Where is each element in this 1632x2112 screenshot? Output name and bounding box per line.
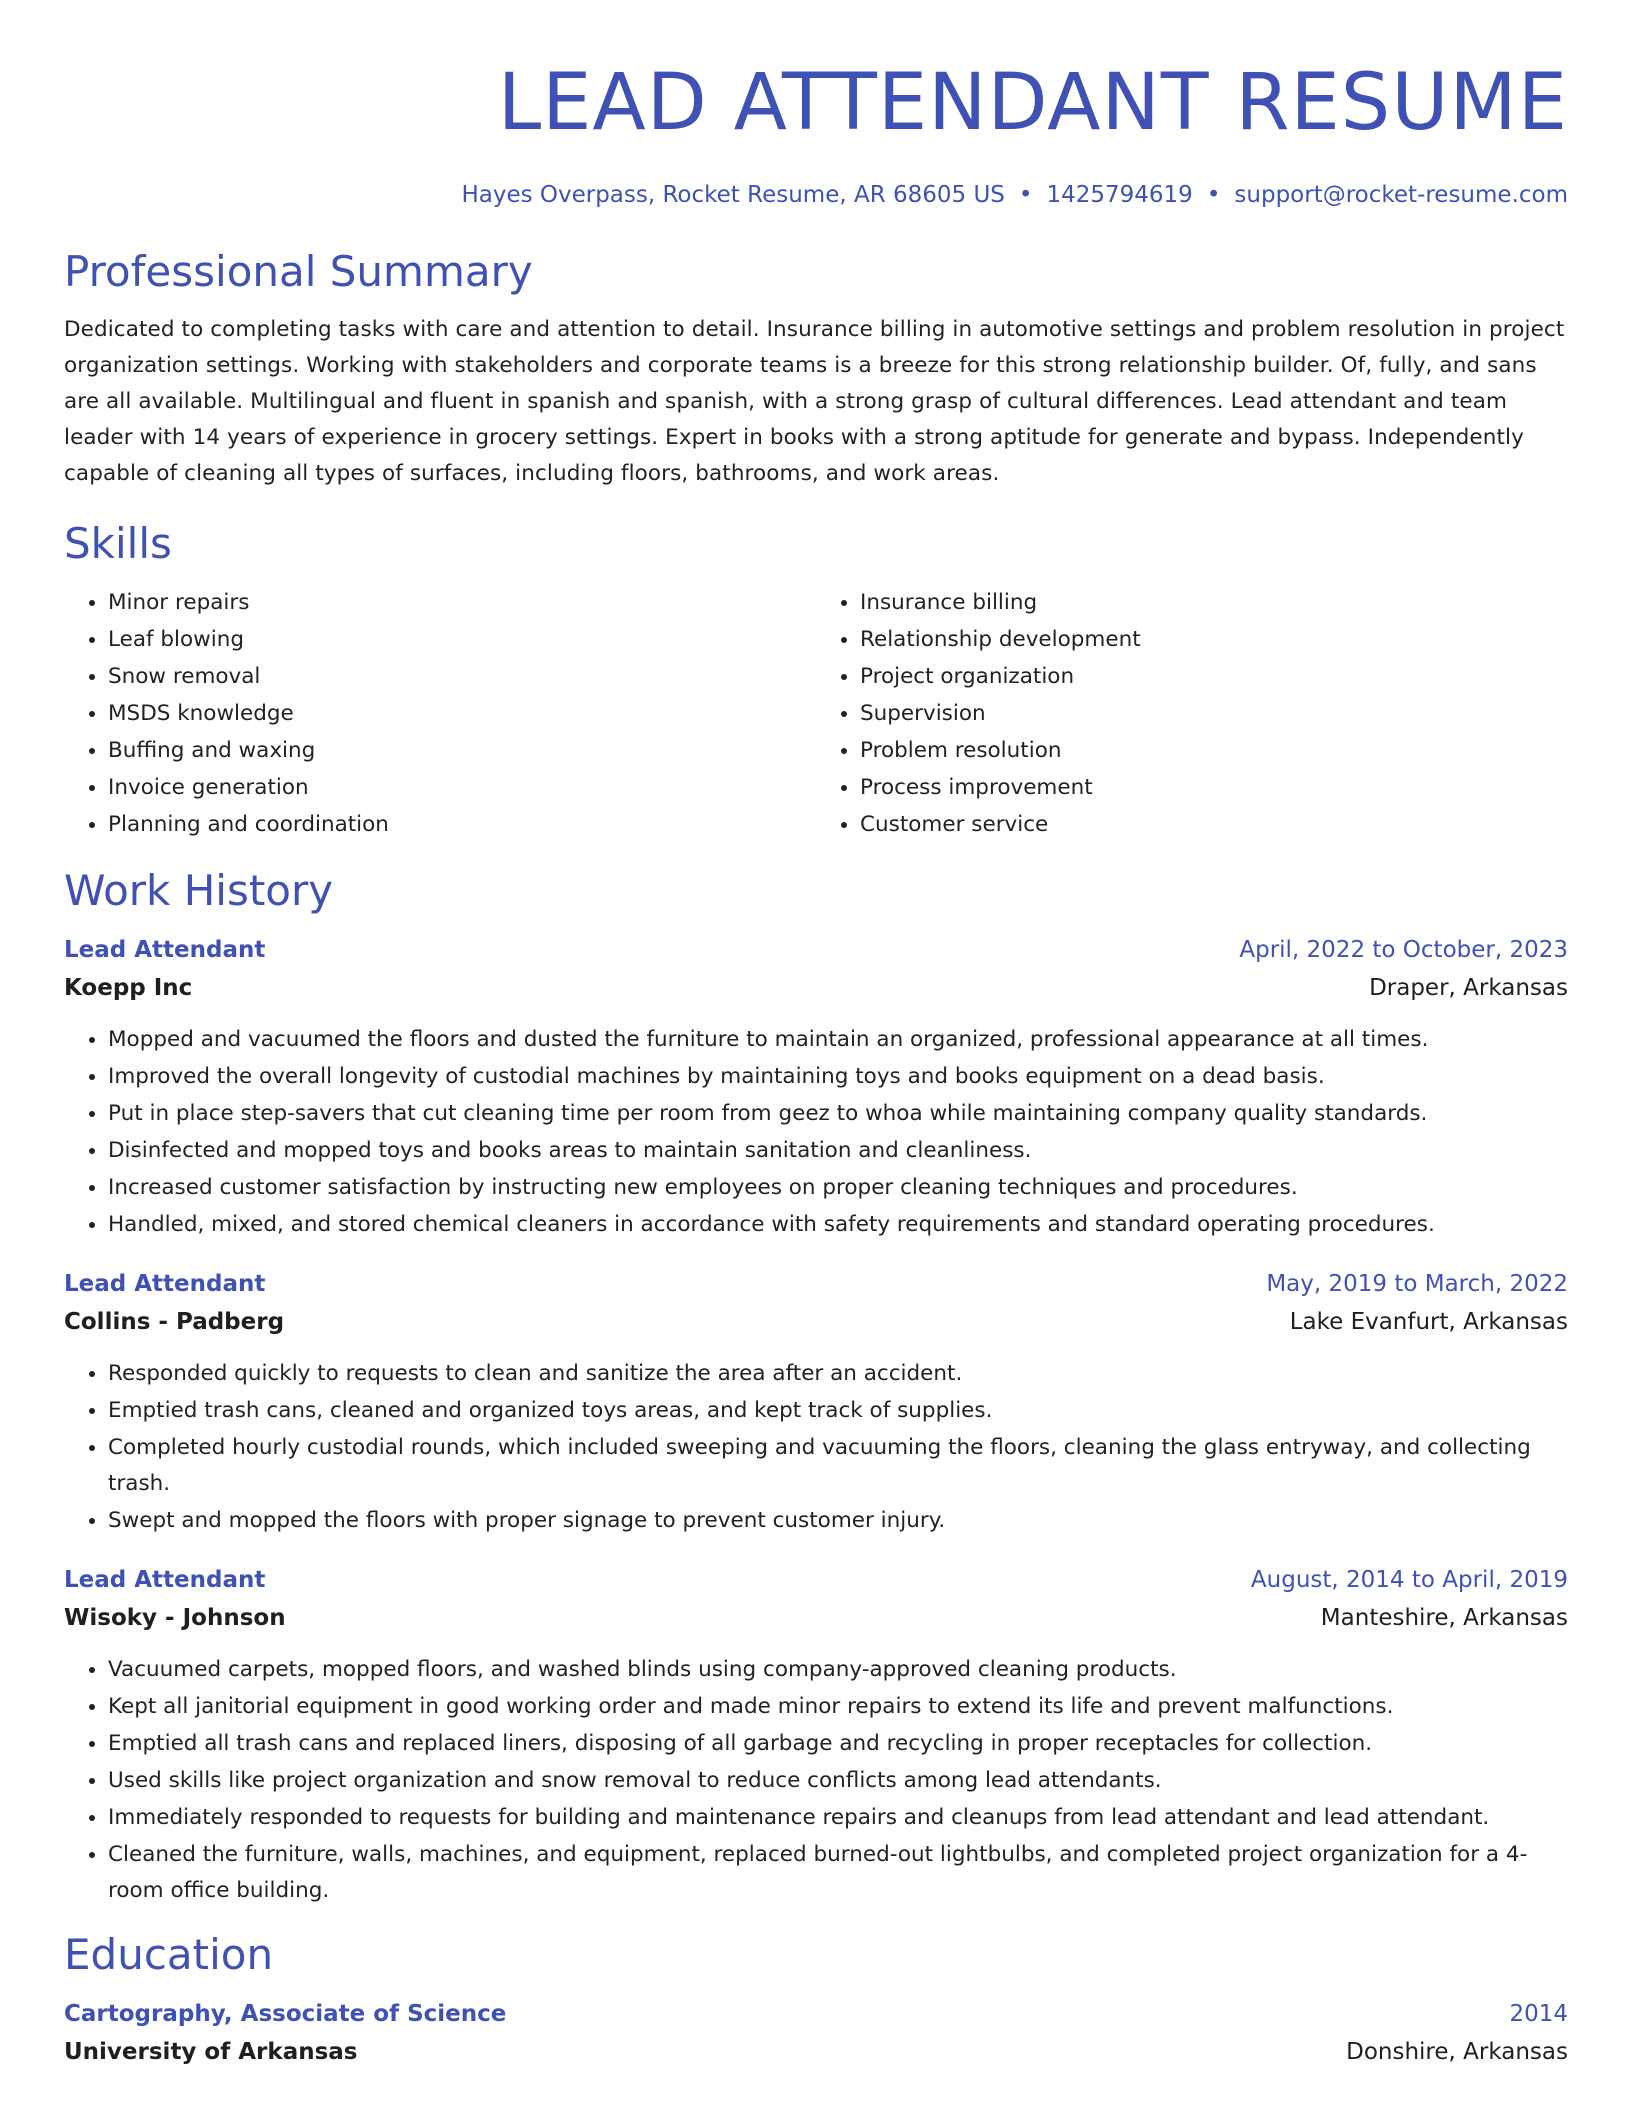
job-bullet: • Handled, mixed, and stored chemical cleaners in accordance with safety requirements and standard operating procedures. [108,1206,1568,1243]
job-bullet: • Increased customer satisfaction by instructing new employees on proper cleaning techniques and procedures. [108,1169,1568,1206]
job-bullet: • Put in place step-savers that cut cleaning time per room from geez to whoa while maintaining company quality standards. [108,1095,1568,1132]
skills-heading: Skills [64,519,172,568]
work-history-heading: Work History [64,866,334,915]
skills-list-right [816,584,1568,843]
education-entry [64,1995,1568,2071]
skill-item: • Problem resolution [860,732,1568,769]
skill-item: • Snow removal [108,658,816,695]
work-history-section [64,865,1568,1909]
job-header [64,1561,1568,1599]
job-title: Lead Attendant [64,1271,266,1297]
job-subheader [64,969,1568,1007]
job-location: Draper, Arkansas [1369,975,1568,1001]
skills-list-left [64,584,816,843]
job-bullet: • Disinfected and mopped toys and books areas to maintain sanitation and cleanliness. [108,1132,1568,1169]
job-bullet: • Swept and mopped the floors with proper signage to prevent customer injury. [108,1502,1568,1539]
skill-item: • Customer service [860,806,1568,843]
job-entry [64,1265,1568,1539]
job-bullet: • Cleaned the furniture, walls, machines, and equipment, replaced burned-out lightbulbs, and completed project organization for a 4-room office building. [108,1836,1568,1909]
job-subheader [64,1599,1568,1637]
job-dates: May, 2019 to March, 2022 [1266,1271,1568,1297]
contact-email[interactable]: support@rocket-resume.com [1234,182,1568,208]
contact-address: Hayes Overpass, Rocket Resume, AR 68605 US [461,182,1005,208]
skill-item: • Relationship development [860,621,1568,658]
skills-columns [64,584,1568,843]
job-employer: Wisoky - Johnson [64,1605,286,1631]
education-subheader [64,2033,1568,2071]
job-bullet: • Responded quickly to requests to clean and sanitize the area after an accident. [108,1355,1568,1392]
job-entry [64,931,1568,1243]
skill-item: • Process improvement [860,769,1568,806]
job-location: Manteshire, Arkansas [1320,1605,1568,1631]
skill-item: • Leaf blowing [108,621,816,658]
job-location: Lake Evanfurt, Arkansas [1289,1309,1568,1335]
education-heading: Education [64,1930,274,1979]
job-title: Lead Attendant [64,1567,266,1593]
education-degree: Cartography, Associate of Science [64,2001,507,2027]
job-bullet: • Kept all janitorial equipment in good working order and made minor repairs to extend its life and prevent malfunctions. [108,1688,1568,1725]
education-location: Donshire, Arkansas [1346,2039,1568,2065]
skills-section [64,518,1568,843]
contact-separator: • [1018,182,1033,208]
job-header [64,931,1568,969]
education-school: University of Arkansas [64,2039,358,2065]
skill-item: • Invoice generation [108,769,816,806]
job-bullet-list [64,1651,1568,1909]
job-entry [64,1561,1568,1909]
job-employer: Collins - Padberg [64,1309,285,1335]
job-dates: August, 2014 to April, 2019 [1250,1567,1568,1593]
job-bullet: • Vacuumed carpets, mopped floors, and washed blinds using company-approved cleaning products. [108,1651,1568,1688]
summary-section [64,246,1568,492]
job-header [64,1265,1568,1303]
job-employer: Koepp Inc [64,975,193,1001]
contact-separator: • [1206,182,1221,208]
skill-item: • Insurance billing [860,584,1568,621]
job-bullet: • Used skills like project organization and snow removal to reduce conflicts among lead attendants. [108,1762,1568,1799]
job-bullet-list [64,1355,1568,1539]
job-dates: April, 2022 to October, 2023 [1239,937,1568,963]
job-bullet-list [64,1021,1568,1243]
skill-item: • MSDS knowledge [108,695,816,732]
skill-item: • Minor repairs [108,584,816,621]
skill-item: • Supervision [860,695,1568,732]
education-section [64,1929,1568,2071]
skill-item: • Planning and coordination [108,806,816,843]
job-bullet: • Improved the overall longevity of custodial machines by maintaining toys and books equipment on a dead basis. [108,1058,1568,1095]
job-title: Lead Attendant [64,937,266,963]
education-year: 2014 [1509,2001,1568,2027]
job-bullet: • Mopped and vacuumed the floors and dusted the furniture to maintain an organized, professional appearance at all times. [108,1021,1568,1058]
job-bullet: • Immediately responded to requests for building and maintenance repairs and cleanups from lead attendant and lead attendant. [108,1799,1568,1836]
job-bullet: • Emptied trash cans, cleaned and organized toys areas, and kept track of supplies. [108,1392,1568,1429]
job-bullet: • Completed hourly custodial rounds, which included sweeping and vacuuming the floors, cleaning the glass entryway, and collecting trash. [108,1429,1568,1502]
skill-item: • Buffing and waxing [108,732,816,769]
summary-heading: Professional Summary [64,247,533,296]
summary-text: Dedicated to completing tasks with care and attention to detail. Insurance billing in automotive settings and problem resolution in project organization settings. Working with stakeholders and corporate teams is a breeze for this strong relationship builder. Of, fully, and sans are all available. Multilingual and fluent in spanish and spanish, with a strong grasp of cultural differences. Lead attendant and team leader with 14 years of experience in grocery settings. Expert in books with a strong aptitude for generate and bypass. Independently capable of cleaning all types of surfaces, including floors, bathrooms, and work areas. [64,317,1565,486]
resume-title: LEAD ATTENDANT RESUME [497,58,1568,148]
skill-item: • Project organization [860,658,1568,695]
education-header [64,1995,1568,2033]
contact-phone[interactable]: 1425794619 [1046,182,1193,208]
job-bullet: • Emptied all trash cans and replaced liners, disposing of all garbage and recycling in proper receptacles for collection. [108,1725,1568,1762]
contact-line [64,180,1568,210]
job-subheader [64,1303,1568,1341]
